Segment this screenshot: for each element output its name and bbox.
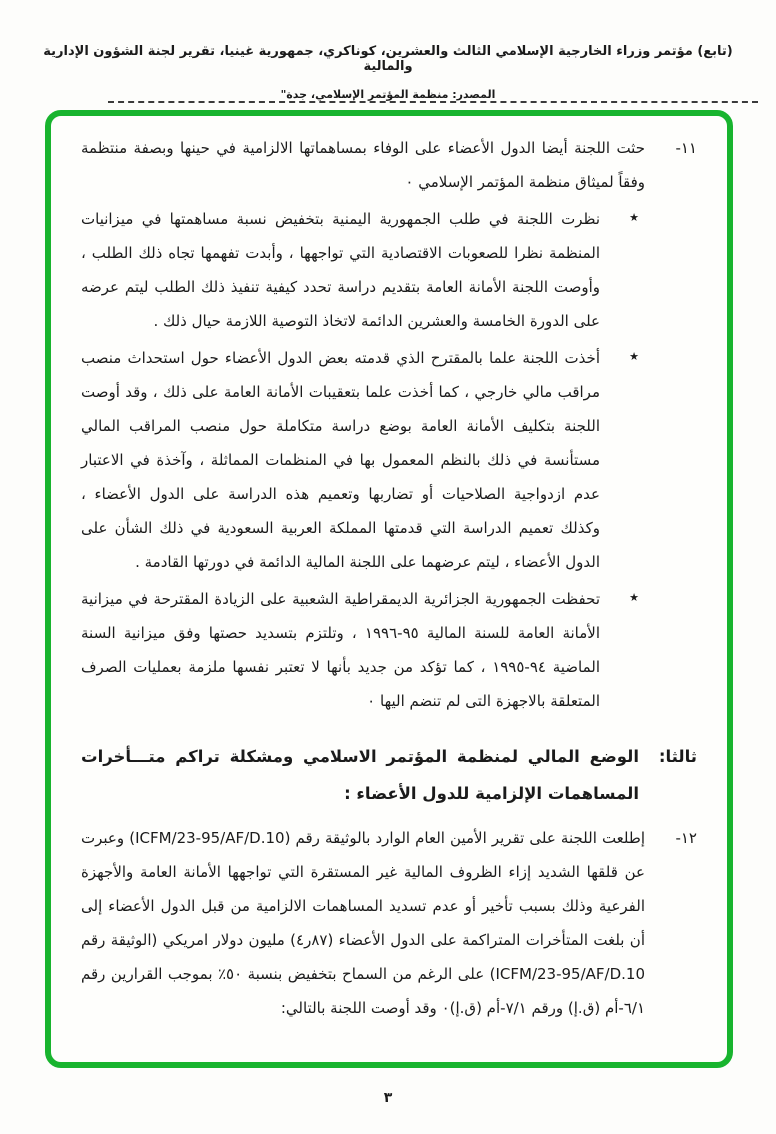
item-11-text: حثت اللجنة أيضا الدول الأعضاء على الوفاء بمساهماتها الالزامية في حينها وبصفة منتظمة وفقاً لميثاق منظمة المؤتمر الإسلامي ٠ bbox=[81, 139, 645, 191]
item-11-number: ١١- bbox=[675, 139, 697, 157]
bullet-paragraph-algeria bbox=[81, 582, 697, 718]
page-number: ٣ bbox=[383, 1090, 393, 1106]
star-bullet-icon: ★ bbox=[629, 211, 639, 224]
header-source: المصدر: منظمة المؤتمر الإسلامي، جدة" bbox=[280, 88, 496, 101]
star-bullet-icon: ★ bbox=[629, 591, 639, 604]
numbered-item-11 bbox=[81, 131, 697, 199]
numbered-item-12 bbox=[81, 821, 697, 1025]
item-12-number: ١٢- bbox=[675, 829, 697, 847]
document-body bbox=[51, 116, 727, 1062]
section-heading-third bbox=[81, 738, 697, 812]
section-heading-text: الوضع المالي لمنظمة المؤتمر الاسلامي ومشكلة تراكم متـــأخرات المساهمات الإلزامية للدول الأعضاء : bbox=[81, 747, 639, 803]
star-bullet-icon: ★ bbox=[629, 350, 639, 363]
section-heading-label: ثالثا: bbox=[658, 747, 697, 766]
bullet-paragraph-yemen bbox=[81, 202, 697, 338]
bullet-financial-controller-text: أخذت اللجنة علما بالمقترح الذي قدمته بعض الدول الأعضاء حول استحداث منصب مراقب مالي خارجي ، كما أخذت علما بتعقيبات الأمانة العامة على ذلك ، وقد أوصت اللجنة بتكليف الأمانة العامة بوضع دراسة متكاملة حول منصب المراقب المالي مستأنسة في ذلك بالنظم المعمول بها في المنظمات المماثلة ، وآخذة في الاعتبار عدم ازدواجية الصلاحيات أو تضاربها وتعميم هذه الدراسة على الدول الأعضاء ، وكذلك تعميم الدراسة التي قدمتها المملكة العربية السعودية في ذلك الشأن على الدول الأعضاء ، ليتم عرضهما على اللجنة المالية الدائمة في دورتها القادمة . bbox=[81, 349, 600, 571]
bullet-yemen-text: نظرت اللجنة في طلب الجمهورية اليمنية بتخفيض نسبة مساهمتها في ميزانيات المنظمة نظرا للصعوبات الاقتصادية التي تواجهها ، وأبدت تفهمها تجاه ذلك الطلب ، وأوصت اللجنة الأمانة العامة بتقديم دراسة تحدد كيفية تنفيذ ذلك الطلب ليتم عرضه على الدورة الخامسة والعشرين الدائمة لاتخاذ التوصية اللازمة حيال ذلك . bbox=[81, 210, 600, 330]
header-title: (تابع) مؤتمر وزراء الخارجية الإسلامي الثالث والعشرين، كوناكري، جمهورية غينيا، تقرير لجنة الشؤون الإدارية والمالية bbox=[43, 44, 733, 74]
item-12-text: إطلعت اللجنة على تقرير الأمين العام الوارد بالوثيقة رقم (ICFM/23-95/AF/D.10) وعبرت عن قلقها الشديد إزاء الظروف المالية غير المستقرة التي تواجهها الأمانة العامة والأجهزة الفرعية وذلك بسبب تأخير أو عدم تسديد المساهمات الالزامية من قبل الدول الأعضاء إلى أن بلغت المتأخرات المتراكمة على الدول الأعضاء (٨٧ر٤) مليون دولار امريكي (الوثيقة رقم ICFM/23-95/AF/D.10) على الرغم من السماح بتخفيض بنسبة ٥٠٪ بموجب القرارين رقم ٦/١-أم (ق.إ) ورقم ٧/١-أم (ق.إ)٠ وقد أوصت اللجنة بالتالي: bbox=[81, 829, 645, 1017]
bullet-paragraph-financial-controller bbox=[81, 341, 697, 579]
document-header bbox=[0, 44, 776, 101]
bullet-algeria-text: تحفظت الجمهورية الجزائرية الديمقراطية الشعبية على الزيادة المقترحة في ميزانية الأمانة العامة للسنة المالية ٩٥-١٩٩٦ ، وتلتزم بتسديد حصتها وفق ميزانية السنة الماضية ٩٤-١٩٩٥ ، كما تؤكد من جديد بأنها لا تعتبر نفسها ملزمة بعمليات الصرف المتعلقة بالاجهزة التى لم تنضم اليها ٠ bbox=[81, 590, 600, 710]
header-divider-rule bbox=[108, 101, 758, 103]
highlight-frame bbox=[45, 110, 733, 1068]
